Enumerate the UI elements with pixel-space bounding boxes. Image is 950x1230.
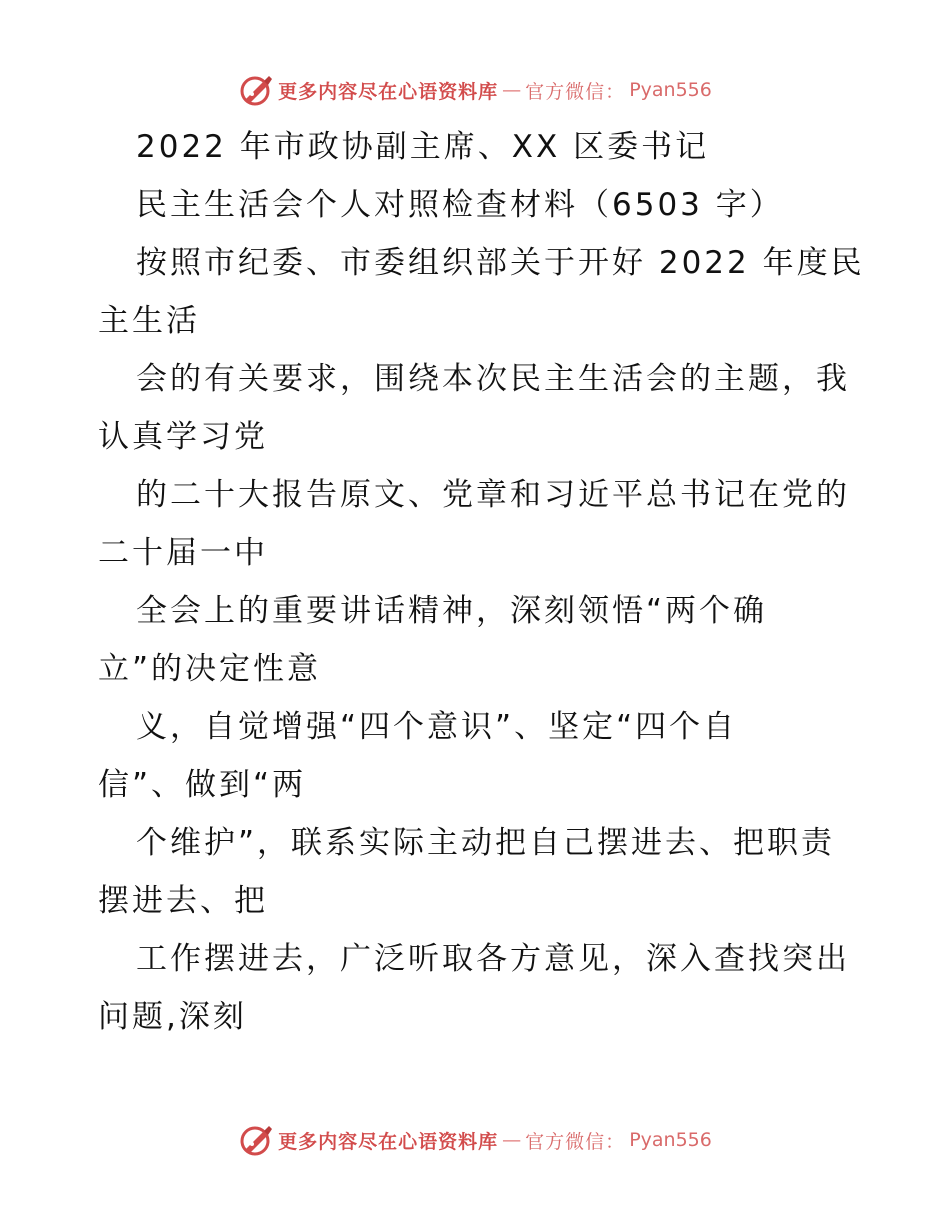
banner-main-text: 更多内容尽在心语资料库 (278, 80, 499, 103)
banner-wechat-label: 官方微信： (525, 80, 626, 103)
footer-watermark-banner (0, 1120, 950, 1160)
doc-title-line-2: 民主生活会个人对照检查材料（6503 字） (136, 187, 784, 223)
banner-wechat-id: Pyan556 (629, 1129, 712, 1151)
paragraph-line: 立”的决定性意 (98, 651, 322, 687)
banner-main-text: 更多内容尽在心语资料库 (278, 1130, 499, 1153)
paragraph-line: 会的有关要求，围绕本次民主生活会的主题，我 (136, 361, 850, 397)
paragraph-line: 二十届一中 (98, 535, 268, 571)
paragraph-line: 信”、做到“两 (98, 767, 307, 803)
paragraph-line: 个维护”，联系实际主动把自己摆进去、把职责 (136, 825, 836, 861)
paragraph-line: 摆进去、把 (98, 883, 268, 919)
document-body (98, 118, 865, 1046)
paragraph-line: 全会上的重要讲话精神，深刻领悟“两个确 (136, 593, 768, 629)
doc-title-line-1: 2022 年市政协副主席、XX 区委书记 (136, 129, 710, 165)
banner-separator: — (502, 1129, 522, 1151)
banner-wechat-label: 官方微信： (525, 1130, 626, 1153)
pen-logo-icon (238, 1122, 274, 1158)
paragraph-line: 的二十大报告原文、党章和习近平总书记在党的 (136, 477, 850, 513)
paragraph-line: 主生活 (98, 303, 200, 339)
banner-wechat-id: Pyan556 (629, 79, 712, 101)
pen-logo-icon (238, 72, 274, 108)
paragraph-line: 认真学习党 (98, 419, 268, 455)
paragraph-line: 问题,深刻 (98, 999, 247, 1035)
paragraph-line: 义，自觉增强“四个意识”、坚定“四个自 (136, 709, 738, 745)
header-watermark-banner (0, 70, 950, 110)
paragraph-line: 工作摆进去，广泛听取各方意见，深入查找突出 (136, 941, 850, 977)
banner-separator: — (502, 79, 522, 101)
paragraph-line: 按照市纪委、市委组织部关于开好 2022 年度民 (136, 245, 865, 281)
